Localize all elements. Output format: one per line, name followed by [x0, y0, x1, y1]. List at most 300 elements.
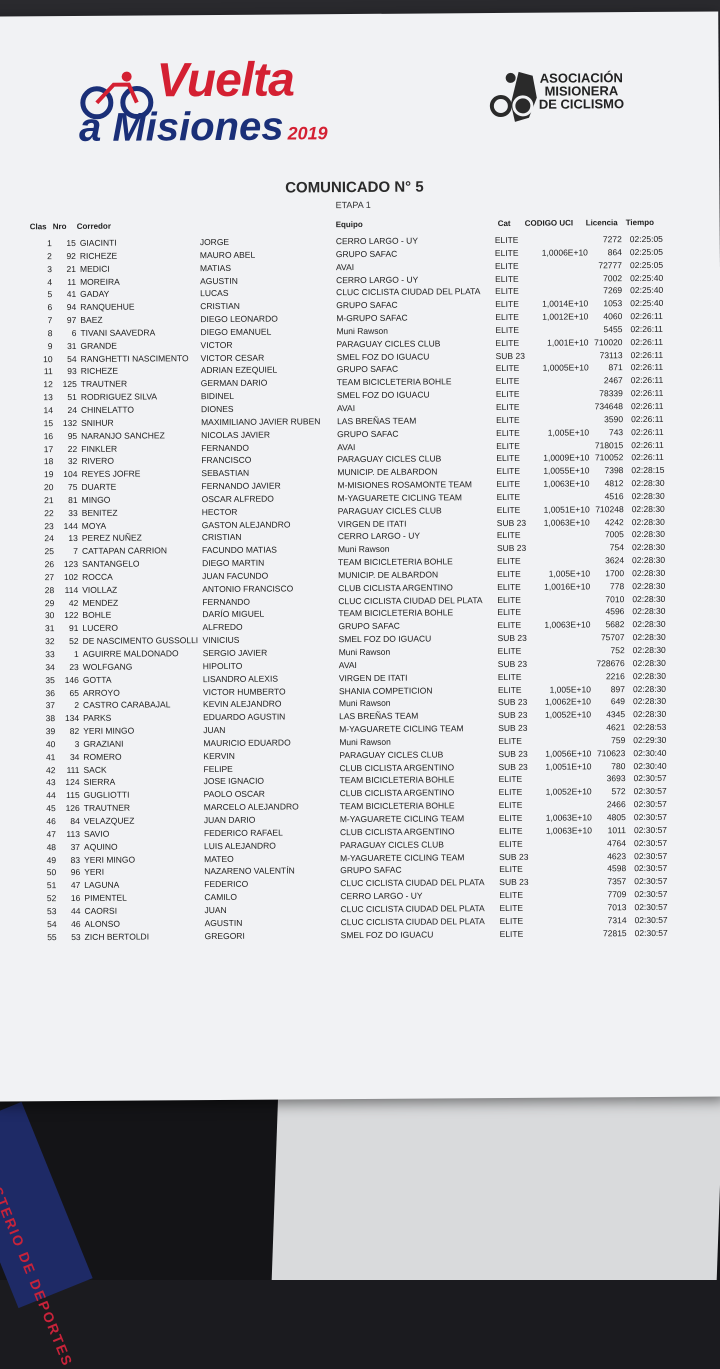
- cell-nombre: DIEGO MARTIN: [202, 558, 264, 568]
- cell-uci: 1,0056E+10: [533, 748, 591, 758]
- cell-apellido: PARKS: [83, 713, 111, 723]
- cell-cat: ELITE: [500, 916, 524, 926]
- cell-licencia: 1053: [590, 298, 622, 308]
- cell-equipo: GRUPO SAFAC: [338, 621, 399, 631]
- logo-subtitle: [79, 106, 328, 155]
- cell-nombre: JORGE: [200, 237, 229, 247]
- cell-clas: 49: [36, 855, 56, 865]
- cell-equipo: SMEL FOZ DO IGUACU: [339, 634, 432, 645]
- cell-nombre: GREGORI: [205, 930, 245, 940]
- cell-apellido: SANTANGELO: [82, 559, 140, 569]
- cell-licencia: 2216: [593, 671, 625, 681]
- cell-nombre: DARÍO MIGUEL: [202, 609, 264, 619]
- cell-nro: 104: [51, 469, 77, 479]
- cell-clas: 5: [32, 289, 52, 299]
- cell-clas: 4: [32, 277, 52, 287]
- cell-apellido: BENITEZ: [82, 507, 118, 517]
- cell-nombre: CRISTIAN: [202, 532, 242, 542]
- cell-apellido: CASTRO CARABAJAL: [83, 700, 170, 711]
- cell-uci: 1,0051E+10: [533, 761, 591, 771]
- cell-clas: 42: [35, 765, 55, 775]
- cell-apellido: YERI MINGO: [84, 854, 135, 864]
- cell-uci: 1,0055E+10: [531, 466, 589, 476]
- cell-apellido: DE NASCIMENTO GUSSOLLI: [83, 635, 199, 646]
- cell-clas: 40: [35, 739, 55, 749]
- cell-nro: 46: [55, 919, 81, 929]
- col-header-equipo: Equipo: [336, 220, 363, 229]
- cell-nro: 7: [52, 546, 78, 556]
- cell-equipo: MUNICIP. DE ALBARDON: [338, 569, 438, 580]
- cell-equipo: CERRO LARGO - UY: [338, 531, 420, 542]
- cell-licencia: 7013: [594, 902, 626, 912]
- cell-nro: 114: [52, 585, 78, 595]
- cell-nro: 37: [54, 842, 80, 852]
- cell-uci: 1,0052E+10: [534, 787, 592, 797]
- cell-equipo: PARAGUAY CICLES CLUB: [336, 338, 440, 349]
- cell-clas: 45: [36, 803, 56, 813]
- cell-cat: SUB 23: [496, 350, 525, 360]
- cell-nombre: JUAN FACUNDO: [202, 571, 268, 581]
- cell-licencia: 4598: [594, 863, 626, 873]
- cell-clas: 35: [35, 675, 55, 685]
- cell-tiempo: 02:28:30: [632, 555, 665, 565]
- cell-apellido: GUGLIOTTI: [84, 790, 130, 800]
- cell-cat: SUB 23: [498, 761, 527, 771]
- cell-clas: 28: [34, 585, 54, 595]
- cell-uci: 1,0062E+10: [533, 697, 591, 707]
- cell-nombre: FRANCISCO: [201, 455, 251, 465]
- vuelta-logo: [78, 54, 339, 156]
- cell-licencia: 710248: [592, 504, 624, 514]
- cell-tiempo: 02:28:30: [631, 478, 664, 488]
- cell-uci: 1,001E+10: [530, 337, 588, 347]
- cell-tiempo: 02:28:30: [632, 504, 665, 514]
- cell-apellido: DUARTE: [81, 482, 116, 492]
- cell-tiempo: 02:26:11: [631, 452, 664, 462]
- cell-apellido: GOTTA: [83, 674, 112, 684]
- cell-uci: 1,0063E+10: [532, 620, 590, 630]
- cell-tiempo: 02:30:40: [633, 748, 666, 758]
- cell-tiempo: 02:28:30: [632, 491, 665, 501]
- cell-nro: 75: [51, 482, 77, 492]
- cell-uci: 1,0051E+10: [532, 504, 590, 514]
- cell-licencia: 2467: [591, 375, 623, 385]
- cell-apellido: RANGHETTI NASCIMENTO: [81, 353, 189, 364]
- cell-clas: 21: [34, 495, 54, 505]
- cell-equipo: CLUB CICLISTA ARGENTINO: [338, 582, 453, 593]
- cell-clas: 50: [36, 867, 56, 877]
- cell-nro: 31: [50, 341, 76, 351]
- cell-tiempo: 02:29:30: [633, 735, 666, 745]
- cell-equipo: M-MISIONES ROSAMONTE TEAM: [337, 479, 472, 490]
- cell-apellido: TRAUTNER: [84, 803, 130, 813]
- cell-clas: 41: [35, 752, 55, 762]
- cell-nombre: MAXIMILIANO JAVIER RUBEN: [201, 416, 320, 427]
- cell-tiempo: 02:30:57: [635, 927, 668, 937]
- cell-equipo: AVAI: [336, 262, 354, 272]
- cell-nro: 24: [51, 405, 77, 415]
- cell-nro: 42: [52, 598, 78, 608]
- cell-nro: 13: [52, 533, 78, 543]
- cell-nombre: MATIAS: [200, 263, 231, 273]
- cell-cat: ELITE: [495, 338, 519, 348]
- cell-equipo: PARAGUAY CICLES CLUB: [340, 839, 444, 850]
- cell-apellido: ZICH BERTOLDI: [85, 931, 149, 941]
- cell-equipo: VIRGEN DE ITATI: [338, 518, 407, 528]
- cell-licencia: 4805: [594, 812, 626, 822]
- cell-nro: 1: [53, 649, 79, 659]
- cell-equipo: TEAM BICICLETERIA BOHLE: [338, 608, 453, 619]
- results-table: [0, 233, 720, 944]
- cell-equipo: CLUC CICLISTA CIUDAD DEL PLATA: [341, 916, 485, 927]
- col-header-nro: Nro: [53, 222, 67, 231]
- cell-nro: 93: [51, 366, 77, 376]
- cell-nombre: NAZARENO VALENTÍN: [204, 866, 295, 877]
- cell-apellido: AGUIRRE MALDONADO: [83, 648, 179, 659]
- cell-cat: SUB 23: [498, 659, 527, 669]
- cell-nro: 84: [54, 816, 80, 826]
- cell-clas: 32: [35, 636, 55, 646]
- cell-clas: 34: [35, 662, 55, 672]
- cell-equipo: LAS BREÑAS TEAM: [337, 415, 416, 426]
- results-sheet: [0, 11, 720, 1101]
- cell-equipo: M-YAGUARETE CICLING TEAM: [338, 492, 462, 503]
- cell-apellido: RANQUEHUE: [80, 302, 134, 312]
- cell-nro: 54: [51, 354, 77, 364]
- cell-apellido: LAGUNA: [84, 880, 119, 890]
- cell-nombre: GASTON ALEJANDRO: [202, 519, 291, 530]
- cell-licencia: 5682: [592, 619, 624, 629]
- cell-nro: 52: [53, 636, 79, 646]
- cell-apellido: NARANJO SANCHEZ: [81, 430, 165, 441]
- cell-nro: 146: [53, 675, 79, 685]
- cell-tiempo: 02:26:11: [631, 388, 664, 398]
- cell-cat: ELITE: [498, 672, 522, 682]
- cell-nro: 96: [54, 867, 80, 877]
- cell-cat: ELITE: [497, 594, 521, 604]
- cell-nro: 132: [51, 418, 77, 428]
- cell-nro: 53: [55, 932, 81, 942]
- cell-equipo: CERRO LARGO - UY: [336, 274, 418, 285]
- cell-equipo: M-YAGUARETE CICLING TEAM: [340, 852, 464, 863]
- cell-nro: 82: [53, 726, 79, 736]
- cell-equipo: Muni Rawson: [339, 698, 391, 708]
- cell-nro: 44: [54, 906, 80, 916]
- cell-nro: 144: [52, 521, 78, 531]
- cell-equipo: GRUPO SAFAC: [340, 865, 401, 875]
- cell-cat: ELITE: [500, 928, 524, 938]
- cell-equipo: TEAM BICICLETERIA BOHLE: [337, 377, 452, 388]
- cell-cat: ELITE: [499, 903, 523, 913]
- cell-cat: SUB 23: [498, 633, 527, 643]
- cell-apellido: ARROYO: [83, 687, 120, 697]
- cell-apellido: LUCERO: [82, 623, 118, 633]
- cell-nombre: KERVIN: [203, 751, 235, 761]
- cell-nro: 51: [51, 392, 77, 402]
- cell-equipo: GRUPO SAFAC: [336, 300, 397, 310]
- cell-cat: SUB 23: [498, 710, 527, 720]
- cell-cat: SUB 23: [498, 749, 527, 759]
- cell-nombre: BIDINEL: [201, 391, 234, 401]
- cell-licencia: 7357: [594, 876, 626, 886]
- cell-tiempo: 02:28:30: [632, 581, 665, 591]
- cell-nro: 113: [54, 829, 80, 839]
- cell-cat: ELITE: [495, 261, 519, 271]
- cell-cat: ELITE: [495, 286, 519, 296]
- cell-nombre: VINICIUS: [203, 635, 240, 645]
- cell-apellido: MEDICI: [80, 263, 110, 273]
- cell-licencia: 4764: [594, 838, 626, 848]
- cell-clas: 51: [36, 880, 56, 890]
- cell-apellido: TIVANI SAAVEDRA: [80, 327, 155, 338]
- cell-tiempo: 02:26:11: [631, 401, 664, 411]
- cell-cat: ELITE: [499, 890, 523, 900]
- cell-nro: 126: [54, 803, 80, 813]
- cell-tiempo: 02:28:30: [632, 542, 665, 552]
- cell-nro: 102: [52, 572, 78, 582]
- cell-licencia: 572: [594, 786, 626, 796]
- cell-licencia: 649: [593, 697, 625, 707]
- cell-licencia: 75707: [593, 632, 625, 642]
- cell-cat: ELITE: [495, 312, 519, 322]
- cell-tiempo: 02:28:30: [632, 568, 665, 578]
- cell-apellido: RIVERO: [81, 456, 114, 466]
- cell-equipo: CLUB CICLISTA ARGENTINO: [340, 826, 455, 837]
- cell-tiempo: 02:26:11: [631, 439, 664, 449]
- cell-cat: SUB 23: [497, 517, 526, 527]
- cell-equipo: AVAI: [337, 442, 355, 452]
- cell-licencia: 710623: [593, 748, 625, 758]
- cell-clas: 24: [34, 534, 54, 544]
- cell-licencia: 4516: [592, 491, 624, 501]
- cell-nro: 124: [54, 777, 80, 787]
- cell-nombre: EDUARDO AGUSTIN: [203, 712, 285, 723]
- cell-nombre: MAURICIO EDUARDO: [203, 737, 290, 748]
- cell-apellido: GRANDE: [80, 340, 116, 350]
- cell-clas: 37: [35, 700, 55, 710]
- cell-licencia: 3624: [592, 555, 624, 565]
- cell-cat: ELITE: [499, 813, 523, 823]
- cell-clas: 52: [36, 893, 56, 903]
- cell-clas: 26: [34, 559, 54, 569]
- cell-apellido: AQUINO: [84, 841, 118, 851]
- cell-licencia: 7005: [592, 530, 624, 540]
- cell-nombre: FELIPE: [203, 763, 232, 773]
- cell-licencia: 4621: [593, 722, 625, 732]
- cell-nombre: HIPOLITO: [203, 661, 243, 671]
- cell-apellido: PIMENTEL: [84, 893, 127, 903]
- cell-nombre: AGUSTIN: [205, 918, 243, 928]
- cell-nombre: DIEGO EMANUEL: [200, 326, 271, 336]
- cell-cat: ELITE: [499, 774, 523, 784]
- cell-uci: 1,0016E+10: [532, 581, 590, 591]
- cell-apellido: SACK: [83, 764, 106, 774]
- cell-tiempo: 02:30:57: [634, 876, 667, 886]
- cell-nombre: NICOLAS JAVIER: [201, 429, 270, 439]
- cell-tiempo: 02:25:05: [630, 260, 663, 270]
- cell-apellido: REYES JOFRE: [81, 469, 140, 479]
- cell-cat: ELITE: [495, 235, 519, 245]
- cell-equipo: AVAI: [337, 403, 355, 413]
- cell-nombre: VICTOR CESAR: [201, 352, 265, 362]
- cell-nombre: LISANDRO ALEXIS: [203, 673, 278, 684]
- cell-equipo: PARAGUAY CICLES CLUB: [337, 454, 441, 465]
- cell-cat: ELITE: [496, 428, 520, 438]
- cell-cat: SUB 23: [499, 851, 528, 861]
- cell-tiempo: 02:28:53: [633, 722, 666, 732]
- cell-equipo: PARAGUAY CICLES CLUB: [338, 505, 442, 516]
- cell-clas: 19: [33, 469, 53, 479]
- cell-tiempo: 02:30:57: [634, 812, 667, 822]
- cell-licencia: 728676: [593, 658, 625, 668]
- cell-cat: ELITE: [499, 839, 523, 849]
- cell-nombre: MATEO: [204, 853, 234, 863]
- cell-nombre: AGUSTIN: [200, 275, 238, 285]
- cell-licencia: 778: [592, 581, 624, 591]
- cell-clas: 14: [33, 405, 53, 415]
- cell-nombre: VICTOR HUMBERTO: [203, 686, 286, 697]
- cell-tiempo: 02:28:30: [632, 606, 665, 616]
- cell-clas: 48: [36, 842, 56, 852]
- cell-apellido: MOREIRA: [80, 276, 120, 286]
- stage-label: ETAPA 1: [336, 200, 371, 210]
- cell-nro: 123: [52, 559, 78, 569]
- cell-uci: 1,005E+10: [531, 427, 589, 437]
- cell-cat: SUB 23: [498, 697, 527, 707]
- cell-uci: 1,0052E+10: [533, 710, 591, 720]
- cell-nombre: GERMAN DARIO: [201, 378, 268, 388]
- cell-clas: 53: [36, 906, 56, 916]
- under-sheet: [272, 1090, 720, 1280]
- cell-apellido: FINKLER: [81, 443, 117, 453]
- cell-cat: ELITE: [497, 569, 521, 579]
- cell-clas: 9: [32, 341, 52, 351]
- cell-nombre: FERNANDO: [202, 596, 250, 606]
- cell-tiempo: 02:25:40: [630, 272, 663, 282]
- cell-tiempo: 02:28:30: [632, 529, 665, 539]
- cell-cat: ELITE: [496, 363, 520, 373]
- cell-apellido: CATTAPAN CARRION: [82, 546, 167, 557]
- cell-tiempo: 02:30:57: [634, 837, 667, 847]
- cell-clas: 44: [36, 790, 56, 800]
- association-logo: [489, 67, 659, 128]
- cell-licencia: 7269: [590, 286, 622, 296]
- cell-clas: 39: [35, 726, 55, 736]
- cell-nombre: SEBASTIAN: [201, 468, 249, 478]
- cell-clas: 38: [35, 713, 55, 723]
- cell-clas: 12: [33, 379, 53, 389]
- cell-clas: 22: [34, 508, 54, 518]
- cell-cat: SUB 23: [497, 543, 526, 553]
- cell-nombre: DIONES: [201, 404, 234, 414]
- cell-nro: 34: [53, 752, 79, 762]
- cell-cat: ELITE: [497, 556, 521, 566]
- cell-apellido: VELAZQUEZ: [84, 816, 135, 826]
- cell-cat: SUB 23: [499, 877, 528, 887]
- cell-cat: ELITE: [499, 826, 523, 836]
- cell-uci: 1,0063E+10: [534, 825, 592, 835]
- document-title: COMUNICADO N° 5: [0, 176, 719, 198]
- cell-tiempo: 02:28:15: [631, 465, 664, 475]
- cell-equipo: CLUC CICLISTA CIUDAD DEL PLATA: [336, 287, 480, 298]
- cell-clas: 18: [33, 456, 53, 466]
- cell-nombre: CAMILO: [204, 892, 237, 902]
- cell-licencia: 72777: [590, 260, 622, 270]
- cell-tiempo: 02:28:30: [633, 709, 666, 719]
- cell-nombre: FACUNDO MATIAS: [202, 545, 277, 556]
- cell-nro: 111: [53, 765, 79, 775]
- cell-clas: 31: [34, 623, 54, 633]
- cell-uci: 1,0009E+10: [531, 453, 589, 463]
- cell-cat: ELITE: [496, 466, 520, 476]
- cell-clas: 20: [33, 482, 53, 492]
- cell-equipo: GRUPO SAFAC: [337, 364, 398, 374]
- cell-nro: 94: [50, 302, 76, 312]
- cell-nro: 33: [52, 508, 78, 518]
- cell-cat: ELITE: [498, 646, 522, 656]
- cell-tiempo: 02:30:57: [634, 799, 667, 809]
- cell-licencia: 754: [592, 542, 624, 552]
- cell-cat: ELITE: [495, 325, 519, 335]
- cell-apellido: ROMERO: [83, 751, 121, 761]
- cell-nro: 65: [53, 687, 79, 697]
- cell-cat: ELITE: [497, 582, 521, 592]
- cell-cat: ELITE: [496, 479, 520, 489]
- cell-cat: ELITE: [496, 376, 520, 386]
- cell-cat: ELITE: [496, 402, 520, 412]
- cell-apellido: MINGO: [82, 495, 111, 505]
- cell-nombre: PAOLO OSCAR: [204, 789, 265, 799]
- cell-tiempo: 02:26:11: [631, 375, 664, 385]
- cell-cat: ELITE: [497, 620, 521, 630]
- cell-nro: 47: [54, 880, 80, 890]
- cell-nro: 91: [52, 623, 78, 633]
- cell-uci: 1,0063E+10: [534, 812, 592, 822]
- bicycle-map-icon: [489, 68, 541, 124]
- cell-nro: 21: [50, 264, 76, 274]
- cell-apellido: RODRIGUEZ SILVA: [81, 392, 157, 403]
- cell-equipo: GRUPO SAFAC: [337, 428, 398, 438]
- cell-licencia: 5455: [590, 324, 622, 334]
- cell-equipo: CLUC CICLISTA CIUDAD DEL PLATA: [340, 877, 484, 888]
- cell-nombre: ANTONIO FRANCISCO: [202, 583, 293, 594]
- cell-tiempo: 02:28:30: [633, 645, 666, 655]
- cell-tiempo: 02:28:30: [632, 516, 665, 526]
- cell-apellido: GADAY: [80, 289, 109, 299]
- cell-apellido: MOYA: [82, 520, 106, 530]
- cell-nombre: JUAN DARIO: [204, 815, 256, 825]
- cell-clas: 1: [32, 238, 52, 248]
- cell-tiempo: 02:25:40: [630, 298, 663, 308]
- cell-cat: ELITE: [496, 440, 520, 450]
- cell-tiempo: 02:28:30: [633, 696, 666, 706]
- cell-nro: 15: [50, 238, 76, 248]
- cell-nombre: MAURO ABEL: [200, 250, 255, 260]
- cell-clas: 2: [32, 251, 52, 261]
- cell-apellido: PEREZ NUÑEZ: [82, 533, 142, 543]
- cell-licencia: 710052: [591, 452, 623, 462]
- cell-cat: ELITE: [497, 492, 521, 502]
- cell-nro: 125: [51, 379, 77, 389]
- cell-licencia: 7010: [592, 594, 624, 604]
- cell-apellido: RICHEZE: [81, 366, 118, 376]
- cell-nombre: LUIS ALEJANDRO: [204, 840, 276, 851]
- cell-tiempo: 02:26:11: [631, 414, 664, 424]
- cell-licencia: 3590: [591, 414, 623, 424]
- cell-nro: 23: [53, 662, 79, 672]
- cell-licencia: 7314: [595, 915, 627, 925]
- cell-tiempo: 02:30:57: [634, 825, 667, 835]
